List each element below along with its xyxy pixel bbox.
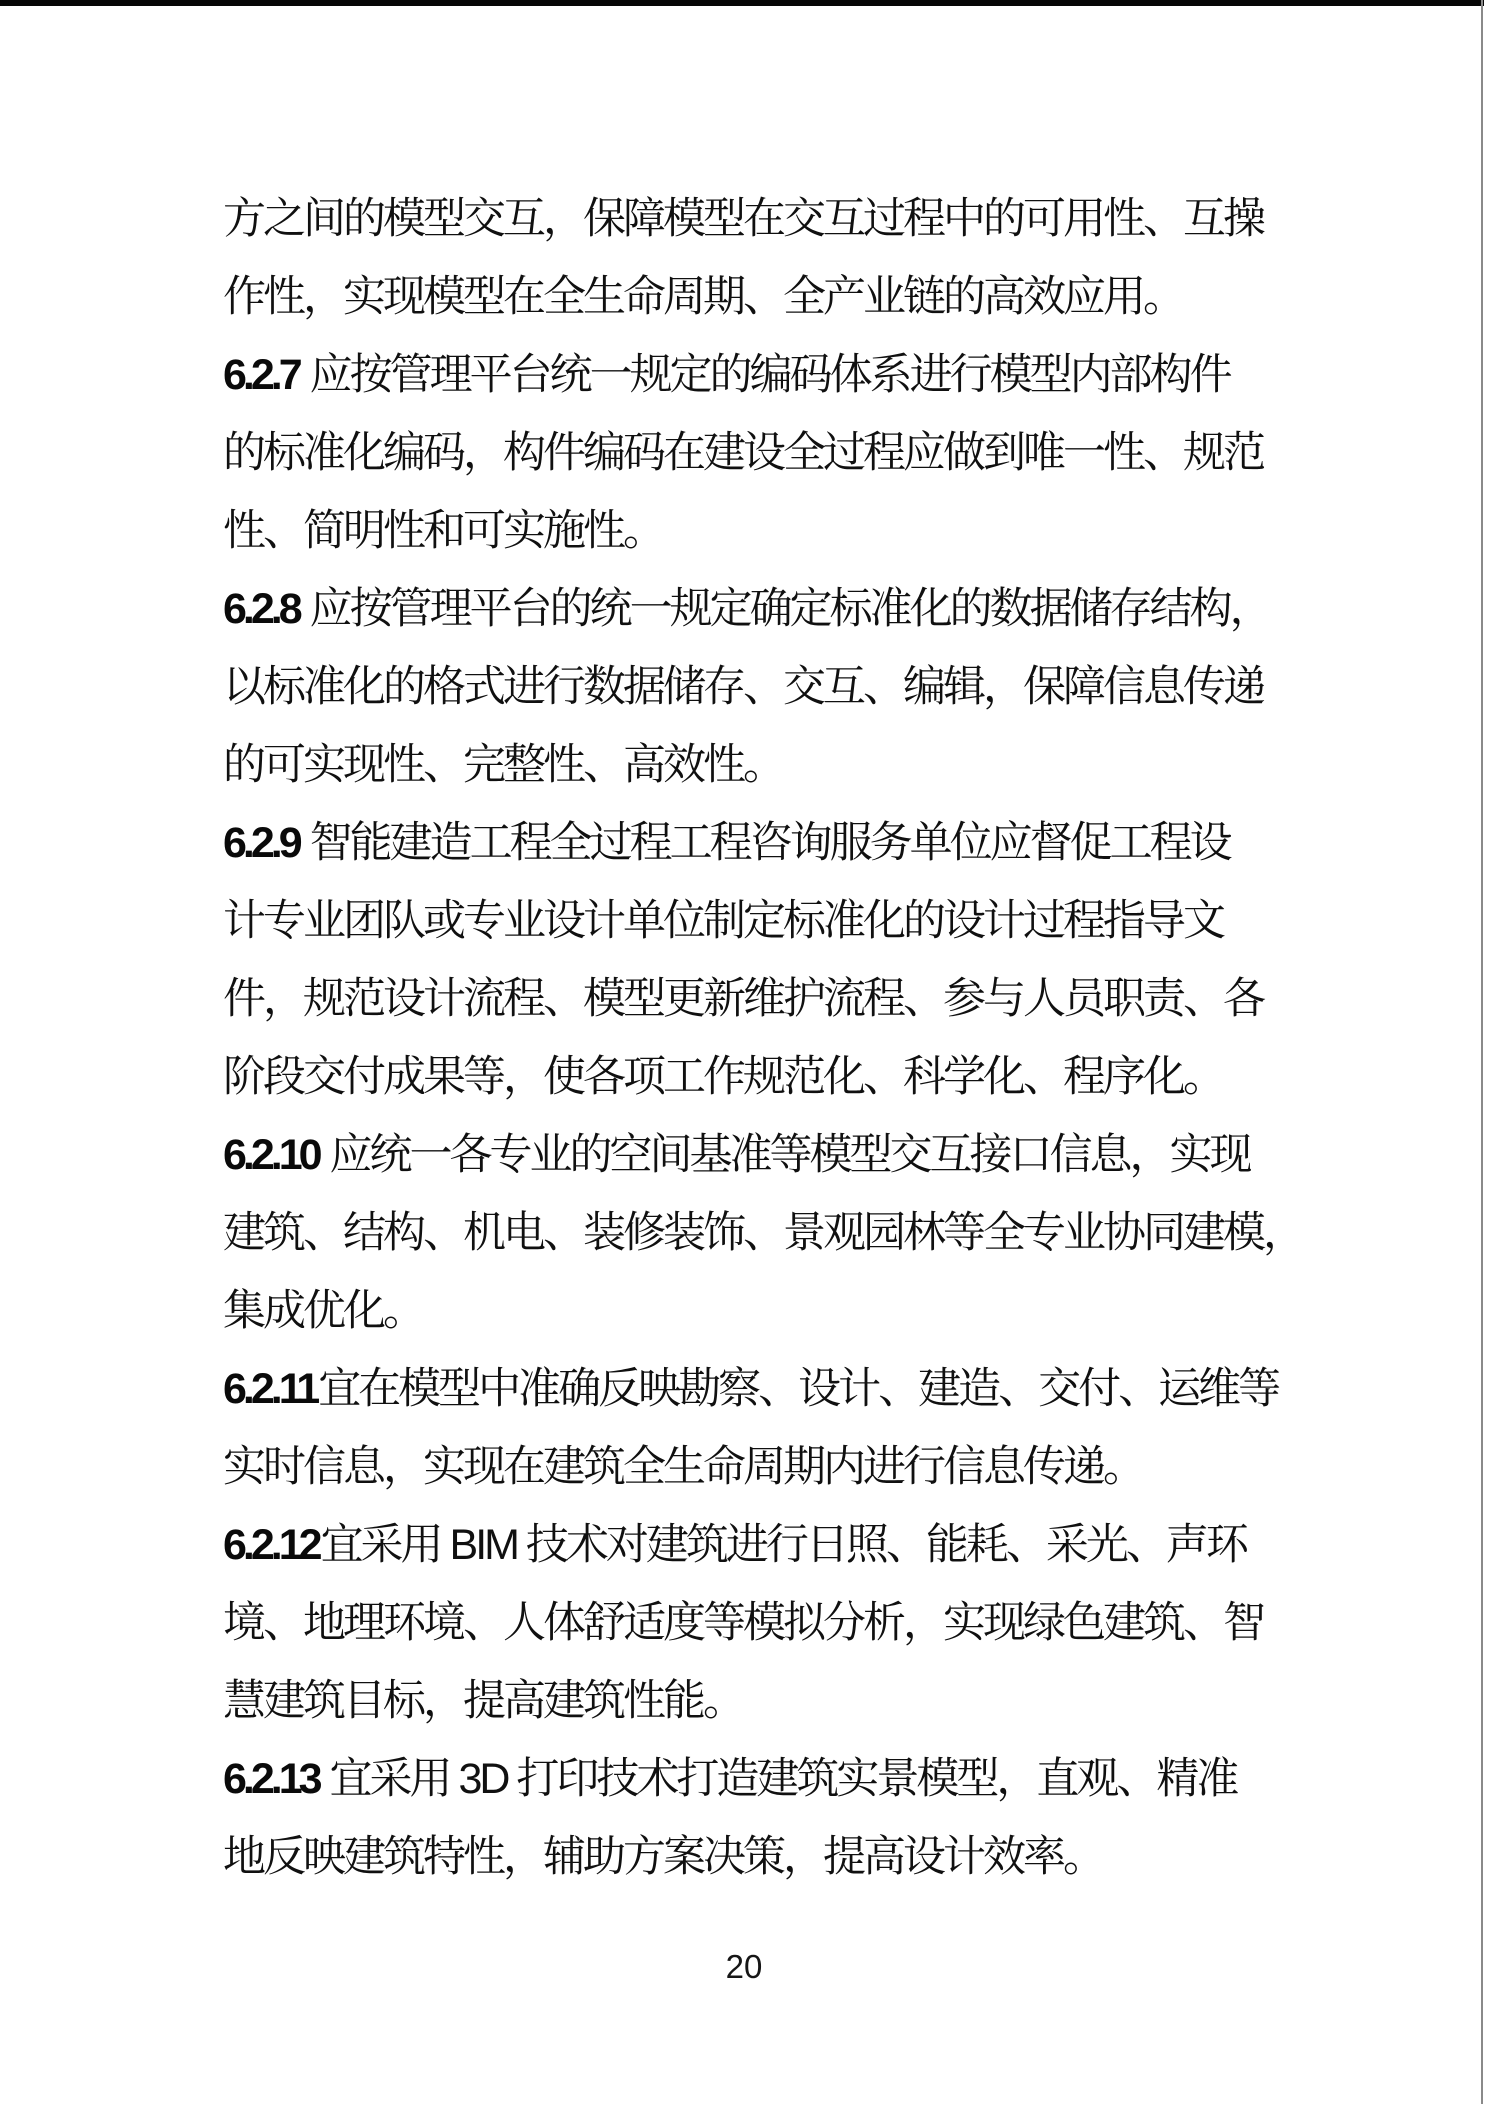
text-line (223, 180, 1383, 258)
text-line (223, 1818, 1383, 1896)
line-text: 应按管理平台统一规定的编码体系进行模型内部构件 (300, 351, 1230, 399)
line-text: 计专业团队或专业设计单位制定标准化的设计过程指导文 (223, 897, 1223, 945)
page-top-edge-bar (0, 0, 1484, 6)
line-text: 应按管理平台的统一规定确定标准化的数据储存结构， (300, 585, 1270, 633)
line-text: 宜采用 BIM 技术对建筑进行日照、能耗、采光、声环 (320, 1521, 1246, 1569)
line-text: 性、简明性和可实施性。 (223, 507, 663, 555)
text-line (223, 258, 1383, 336)
line-text: 以标准化的格式进行数据储存、交互、编辑，保障信息传递 (223, 663, 1263, 711)
clause-number: 6.2.12 (223, 1521, 319, 1569)
text-line (223, 492, 1383, 570)
clause-number: 6.2.8 (223, 585, 299, 633)
text-line (223, 1038, 1383, 1116)
line-text: 智能建造工程全过程工程咨询服务单位应督促工程设 (300, 819, 1230, 867)
clause-number: 6.2.7 (223, 351, 299, 399)
text-line (223, 804, 1383, 882)
text-line (223, 1272, 1383, 1350)
text-line (223, 414, 1383, 492)
document-body (223, 180, 1383, 1896)
line-text: 慧建筑目标，提高建筑性能。 (223, 1677, 743, 1725)
text-line (223, 1506, 1383, 1584)
text-line (223, 1584, 1383, 1662)
line-text: 方之间的模型交互，保障模型在交互过程中的可用性、互操 (223, 195, 1263, 243)
text-line (223, 648, 1383, 726)
line-text: 集成优化。 (223, 1287, 423, 1335)
line-text: 宜采用 3D 打印技术打造建筑实景模型，直观、精准 (320, 1755, 1237, 1803)
text-line (223, 960, 1383, 1038)
line-text: 境、地理环境、人体舒适度等模拟分析，实现绿色建筑、智 (223, 1599, 1263, 1647)
text-line (223, 882, 1383, 960)
line-text: 应统一各专业的空间基准等模型交互接口信息，实现 (320, 1131, 1250, 1179)
clause-number: 6.2.13 (223, 1755, 319, 1803)
text-line (223, 1194, 1383, 1272)
line-text: 实时信息，实现在建筑全生命周期内进行信息传递。 (223, 1443, 1143, 1491)
text-line (223, 1116, 1383, 1194)
line-text: 件，规范设计流程、模型更新维护流程、参与人员职责、各 (223, 975, 1263, 1023)
clause-number: 6.2.9 (223, 819, 299, 867)
line-text: 阶段交付成果等，使各项工作规范化、科学化、程序化。 (223, 1053, 1223, 1101)
text-line (223, 1350, 1383, 1428)
line-text: 宜在模型中准确反映勘察、设计、建造、交付、运维等 (318, 1365, 1279, 1413)
text-line (223, 726, 1383, 804)
text-line (223, 570, 1383, 648)
clause-number: 6.2.10 (223, 1131, 319, 1179)
text-line (223, 336, 1383, 414)
text-line (223, 1662, 1383, 1740)
line-text: 作性，实现模型在全生命周期、全产业链的高效应用。 (223, 273, 1183, 321)
line-text: 地反映建筑特性，辅助方案决策，提高设计效率。 (223, 1833, 1103, 1881)
page-right-edge-rule (1481, 0, 1483, 2104)
page-number: 20 (725, 1948, 763, 1985)
line-text: 建筑、结构、机电、装修装饰、景观园林等全专业协同建模， (223, 1209, 1303, 1257)
clause-number: 6.2.11 (223, 1365, 317, 1413)
text-line (223, 1428, 1383, 1506)
text-line (223, 1740, 1383, 1818)
line-text: 的可实现性、完整性、高效性。 (223, 741, 783, 789)
line-text: 的标准化编码，构件编码在建设全过程应做到唯一性、规范 (223, 429, 1263, 477)
